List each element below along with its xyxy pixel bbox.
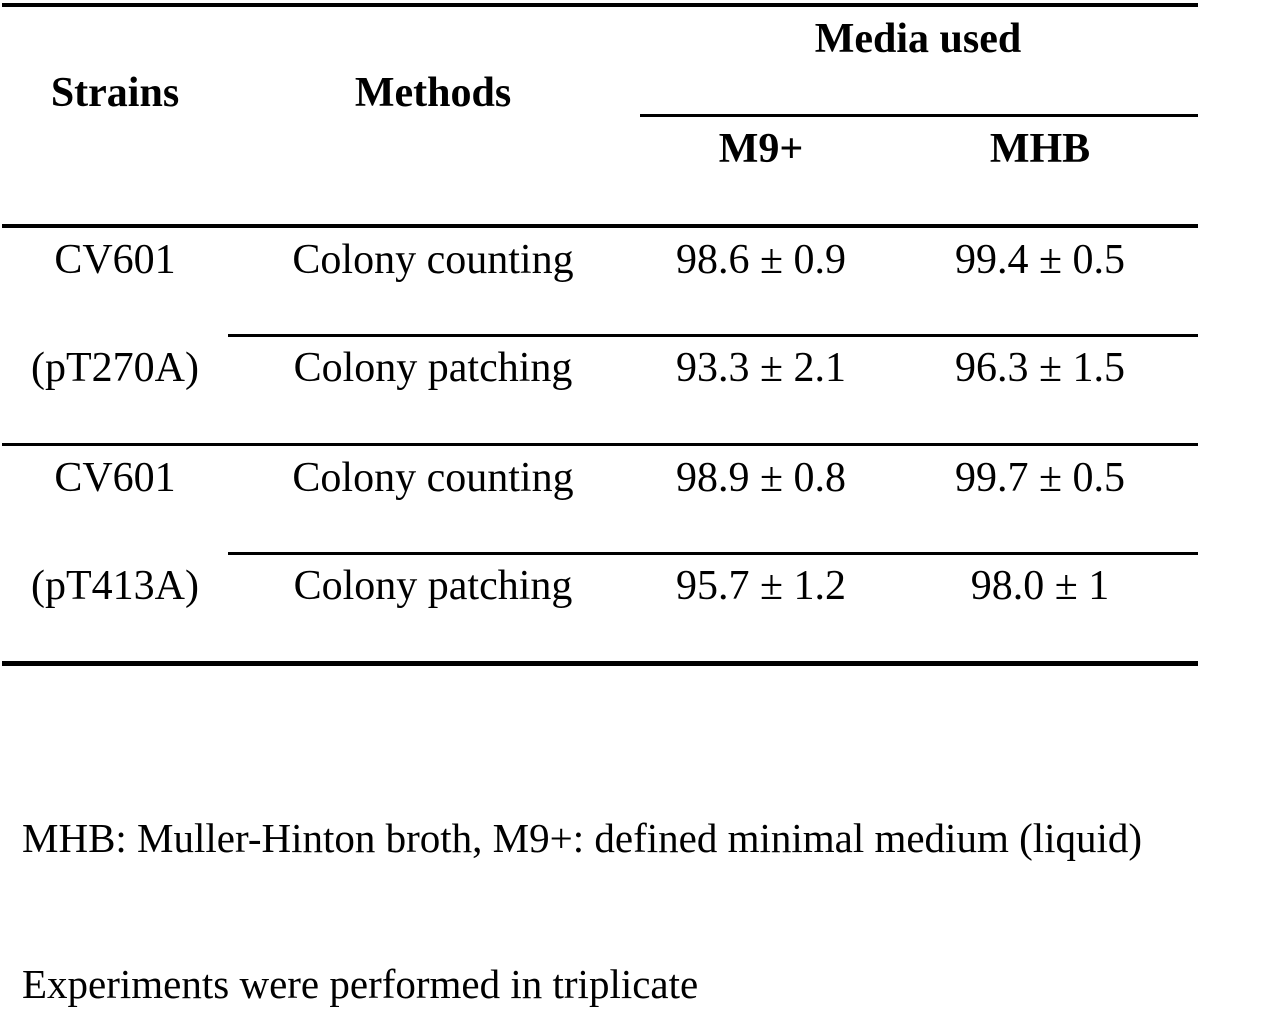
group2-method-divider [228,552,1198,555]
m9plus-value-cell: 98.9 ± 0.8 [675,455,847,501]
header-methods: Methods [354,70,512,116]
method-cell: Colony counting [292,237,574,283]
m9plus-value-cell: 98.6 ± 0.9 [675,237,847,283]
table-top-rule [2,3,1198,7]
group-divider [2,443,1198,446]
table-bottom-rule [2,661,1198,666]
media-used-underline [640,114,1198,117]
method-cell: Colony counting [292,455,574,501]
m9plus-value-cell: 93.3 ± 2.1 [675,345,847,391]
method-cell: Colony patching [293,563,573,609]
header-media-used: Media used [814,16,1022,62]
mhb-value-cell: 96.3 ± 1.5 [954,345,1126,391]
mhb-value-cell: 98.0 ± 1 [970,563,1110,609]
header-bottom-rule [2,224,1198,228]
mhb-value-cell: 99.7 ± 0.5 [954,455,1126,501]
strain-label: CV601 [54,455,176,501]
header-strains: Strains [50,70,180,116]
header-mhb: MHB [989,126,1091,172]
method-cell: Colony patching [293,345,573,391]
strain-plasmid-label: (pT413A) [31,563,199,609]
m9plus-value-cell: 95.7 ± 1.2 [675,563,847,609]
group1-method-divider [228,334,1198,337]
strain-plasmid-label: (pT270A) [31,345,199,391]
mhb-value-cell: 99.4 ± 0.5 [954,237,1126,283]
strain-label: CV601 [54,237,176,283]
header-m9plus: M9+ [718,126,804,172]
abbreviation-note: MHB: Muller-Hinton broth, M9+: defined minimal medium (liquid) [22,815,1143,861]
replicate-note: Experiments were performed in triplicate [22,961,699,1007]
